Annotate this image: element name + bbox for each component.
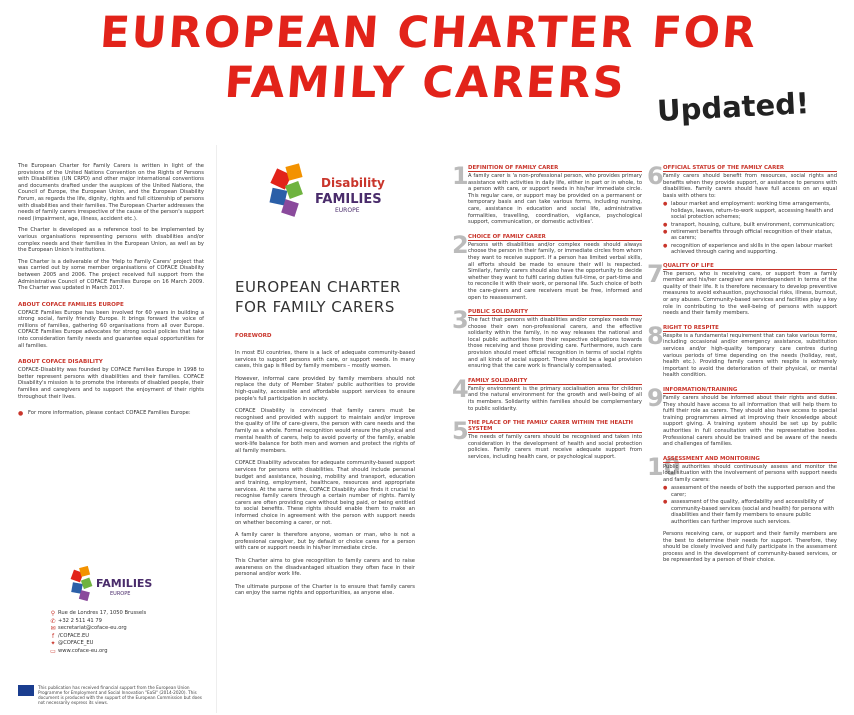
article-heading: FAMILY SOLIDARITY (468, 378, 642, 385)
article-text: Family carers should benefit from resources, social rights and benefits when they provide support, or assistance to persons with disabilities. Family carers should have full access on an equal basis with others to: (663, 173, 837, 199)
foreword-paragraph: COFACE Disability is convinced that family carers must be recognised and provided with support to maintain and/or improve the quality of life of care-givers, the person with care needs and the family as a whole. Formal recognition would ensure the physical and mental health of carers, help to avoid poverty of the family, enable work-life balance for both men and women and protect the rights of all family members. (235, 408, 415, 454)
contact-text: +32 2 511 41 79 (58, 617, 102, 624)
contact-row (48, 618, 198, 626)
location-icon: ⚲ (50, 610, 56, 617)
charter-page-articles (432, 145, 848, 713)
article-body (663, 165, 837, 257)
contact-row (48, 648, 198, 656)
intro-paragraph-3: The Charter is a deliverable of the 'Help to Family Carers' project that was carried out by some member organisations of COFACE Disability between 2005 and 2006. The project received full support from the Administrative Council of COFACE Families Europe on 16 March 2009. The Charter was updated in March 2017. (18, 258, 204, 292)
about-disability-heading: ABOUT COFACE DISABILITY (18, 359, 103, 366)
article-body (468, 165, 642, 228)
article-text: Persons with disabilities and/or complex needs should always choose the person in their family, or immediate circles from whom they want to receive support. If a person has limited verbal skills, all efforts should be made to ensure their will is respected. Similarly, family carers should also have the opportunity to decide whether they want to fulfil caring duties full-time, or part-time and to reconcile it with their work, or personal life. Such choice of both the care-givers and care receivers must be free, informed and open to reassessment. (468, 241, 642, 301)
mail-icon: ✉ (50, 625, 56, 632)
article-text: Family carers should be informed about their rights and duties. They should have access to all information that will help them to fulfil their role as carers. They should also have access to special training programmes aimed at improving their knowledge about support giving. A training system should be set up by public authorities in full consultation with the representative bodies. Professional carers should be trained and be aware of the needs and challenges of families. (663, 394, 837, 448)
foreword-paragraph: In most EU countries, there is a lack of adequate community-based services to support persons with care, or support needs. In many cases, this gap is filled by family members – mostly women. (235, 350, 415, 370)
article-block (647, 321, 837, 381)
article-text: A family carer is 'a non-professional person, who provides primary assistance with activities in daily life, either in part or in whole, to a person with care, or support needs in his/her immediate circle. This regular care, or support may be provided on a permanent or temporary basis and can take various forms, including nursing, care, assistance in education and social life, administrative formalities, travelling, coordination, vigilance, psychological support, communication, or domestic activities'. (468, 173, 642, 226)
article-closing-text: Persons receiving care, or support and their family members are the best to determine their needs for support. Therefore, they should be closely involved and fully participate in the assessment process and in the development of community-based services, or be represented by a person of their choice. (663, 530, 837, 564)
contact-list (48, 610, 198, 655)
cover-title: EUROPEAN CHARTER FOR FAMILY CARERS (235, 278, 401, 316)
article-block (452, 417, 642, 462)
web-icon: ▭ (50, 647, 56, 655)
foreword-paragraph: A family carer is therefore anyone, woman or man, who is not a professional caregiver, but by default or choice cares for a person with care or support needs in his/her immediate circle. (235, 532, 415, 552)
articles-column-left (452, 162, 642, 469)
article-bullet: ● assessment of the quality, affordability and accessibility of community-based services (social and health) for persons with disabilities and their family members to ensure public authorities can further improve such services. (663, 499, 837, 525)
article-body (468, 420, 642, 462)
article-block (647, 162, 837, 257)
article-text: Public authorities should continuously assess and monitor the local situation with the involvement of persons with support needs and family carers: (663, 463, 837, 483)
families-europe-logo-small (62, 565, 172, 605)
article-text: The fact that persons with disabilities and/or complex needs may choose their own non-professional carers, and the effective solidarity within the family, in no way releases the national and local public authorities from their respective obligations towards those receiving and those providing care. Furthermore, such care provision should meet official recognition in terms of social rights and all kinds of social support. There should be a legal provision ensuring that the care work is financially compensated. (468, 317, 642, 370)
article-body (663, 387, 837, 450)
facebook-icon: f (51, 632, 55, 640)
charter-page-cover (216, 145, 429, 713)
contact-row (48, 633, 198, 641)
twitter-icon: ✦ (50, 640, 56, 647)
eu-funding-text: This publication has received financial support from the European Union Programme for Employment and Social Innovation "EaSI" (2014-2020). This document is produced with the support of the European Commission but does not necessarily express its views. (38, 685, 202, 705)
article-heading: ASSESSMENT AND MONITORING (663, 456, 837, 463)
article-block (647, 452, 837, 569)
contact-text: secretariat@coface-eu.org (58, 625, 127, 631)
article-number: 1 (452, 162, 469, 190)
article-heading: INFORMATION/TRAINING (663, 387, 837, 394)
article-text: Family environment is the primary socialisation area for children and the natural environment for the growth and well-being of all its members. Solidarity within families should be complementary to public solidarity. (468, 385, 642, 412)
about-coface-heading: ABOUT COFACE FAMILIES EUROPE (18, 301, 124, 308)
foreword-paragraph: The ultimate purpose of the Charter is to ensure that family carers can enjoy the same rights and opportunities, as anyone else. (235, 583, 415, 597)
article-number: 9 (647, 383, 664, 412)
updated-badge: Updated! (656, 86, 810, 128)
article-heading: OFFICIAL STATUS OF THE FAMILY CARER (663, 165, 837, 172)
article-bullet: ● recognition of experience and skills in the open labour market achieved through caring and supporting. (663, 243, 837, 256)
article-number: 6 (647, 162, 664, 190)
article-number: 5 (452, 417, 469, 446)
more-info-text: For more information, please contact COFACE Families Europe: (28, 410, 191, 417)
article-number: 2 (452, 230, 469, 259)
more-info (18, 410, 204, 422)
logo-families-text: FAMILIES (96, 577, 153, 590)
eu-flag-icon (18, 685, 34, 696)
contact-text: /COFACE.EU (58, 632, 90, 639)
article-block (452, 374, 642, 414)
article-number: 10 (647, 452, 681, 481)
contact-text: Rue de Londres 17, 1050 Brussels (58, 610, 147, 616)
article-text: The needs of family carers should be recognised and taken into consideration in the development of health and social protection policies. Family carers must receive adequate support from services, including health care, or psychological support. (468, 434, 642, 460)
article-text: The person, who is receiving care, or support from a family member and his/her caregiver are interdependent in terms of the quality of their life. It is therefore necessary to develop preventive measures to avoid exhaustion, psychosocial risks, illness, burnout, or any abuses. Community-based services and facilities play a key role in contributing to the well-being of persons with support needs and their family members. (663, 270, 837, 317)
article-body (468, 234, 642, 303)
article-block (647, 259, 837, 319)
article-block (452, 230, 642, 303)
article-body (663, 456, 837, 569)
article-number: 3 (452, 306, 469, 335)
eu-funding-note (18, 685, 204, 705)
foreword-paragraph: However, informal care provided by family members should not replace the duty of Member States' public authorities to provide high-quality, accessible and affordable support services to ensure people's full participation in society. (235, 375, 415, 402)
foreword-heading: FOREWORD (235, 333, 272, 339)
article-number: 7 (647, 259, 664, 288)
article-block (452, 162, 642, 228)
articles-column-right (647, 162, 837, 575)
article-text: Respite is a fundamental requirement that can take various forms, including occasional and/or emergency assistance, substitution services and/or high-quality temporary care centres during various periods of time depending on the needs (holiday, rest, health etc.). Providing family carers with respite is extremely important to avoid the deterioration of their physical, or mental health condition. (663, 332, 837, 379)
article-heading: QUALITY OF LIFE (663, 263, 837, 270)
about-disability-text: COFACE-Disability was founded by COFACE Families Europe in 1998 to better represent persons with disabilities and their families. COFACE Disability's mission is to promote the interests of disabled people, their families and caregivers and to support the enjoyment of their rights throughout their lives. (18, 367, 204, 400)
coface-disability-logo (255, 161, 405, 223)
article-bullet: ● labour market and employment: working time arrangements, holidays, leaves, return-to-work support, accessing health and social protection schemes; (663, 201, 837, 220)
article-block (452, 306, 642, 372)
article-heading: CHOICE OF FAMILY CARER (468, 234, 642, 241)
article-number: 8 (647, 321, 664, 350)
article-heading: DEFINITION OF FAMILY CARER (468, 165, 642, 172)
contact-row (48, 625, 198, 633)
phone-icon: ✆ (50, 617, 56, 625)
headline: EUROPEAN CHARTER FOR FAMILY CARERS (98, 8, 759, 108)
article-bullet: ● assessment of the needs of both the supported person and the carer; (663, 485, 837, 498)
contact-text: www.coface-eu.org (58, 647, 108, 654)
logo-families-text-big: FAMILIES (315, 192, 382, 207)
intro-paragraph-2: The Charter is developed as a reference tool to be implemented by various organisations representing persons with disabilities and/or complex needs and their families in the European Union, as well as by the European Union's institutions. (18, 227, 204, 254)
contact-row (48, 640, 198, 648)
article-heading: PUBLIC SOLIDARITY (468, 309, 642, 316)
logo-europe-text-big: EUROPE (335, 207, 360, 214)
article-body (468, 378, 642, 414)
article-body (663, 263, 837, 319)
logo-europe-text: EUROPE (110, 591, 131, 597)
intro-paragraph-1: The European Charter for Family Carers is written in light of the provisions of the United Nations Convention on the Rights of Persons with Disabilities (UN CRPD) and other major international conventions and documents drafted under the auspices of the United Nations, the Council of Europe, the European Union, and the European Disability Forum, as regards the life, dignity, rights and full citizenship of persons with disabilities and their families. The European Charter addresses the needs of family carers irrespective of the cause of the person's support need (impairment, age, illness, accident etc.). (18, 163, 204, 222)
article-heading: THE PLACE OF THE FAMILY CARER WITHIN THE HEALTH SYSTEM (468, 420, 642, 433)
article-body (663, 325, 837, 381)
article-bullet: ● retirement benefits through official recognition of their status, as carers; (663, 229, 837, 242)
foreword-paragraph: COFACE Disability advocates for adequate community-based support services for persons with disabilities. That should include personal budget and assistance, housing, mobility and transport, education and training, employment, healthcare, resources and appropriate services. At the same time, COFACE Disability also finds it crucial to recognise family carers through a certain number of rights. Family carers are often providing care without being paid, or being entitled to social benefits. These rights should enable them to make an informed choice in agreement with the person with support needs on whether becoming a carer, or not. (235, 460, 415, 526)
foreword-body (235, 350, 415, 603)
article-number: 4 (452, 374, 469, 403)
contact-row (48, 610, 198, 618)
about-coface-text: COFACE Families Europe has been involved for 60 years in building a strong social, family friendly Europe. It brings forward the voice of millions of families, gathering 60 organisations from all over Europe. COFACE Families Europe advocates for strong social policies that take into consideration family needs and guarantee equal opportunities for all families. (18, 309, 204, 349)
info-icon: ● (18, 410, 24, 418)
contact-text: @COFACE_EU (58, 640, 94, 646)
article-body (468, 309, 642, 372)
charter-page-back (2, 145, 212, 713)
article-block (647, 383, 837, 450)
logo-disability-text: Disability (321, 176, 385, 190)
foreword-paragraph: This Charter aims to give recognition to family carers and to raise awareness on the disadvantaged situation they often face in their personal and/or work life. (235, 558, 415, 578)
article-heading: RIGHT TO RESPITE (663, 325, 837, 332)
article-bullet: ● transport, housing, culture, built environment, communication; (663, 222, 837, 228)
